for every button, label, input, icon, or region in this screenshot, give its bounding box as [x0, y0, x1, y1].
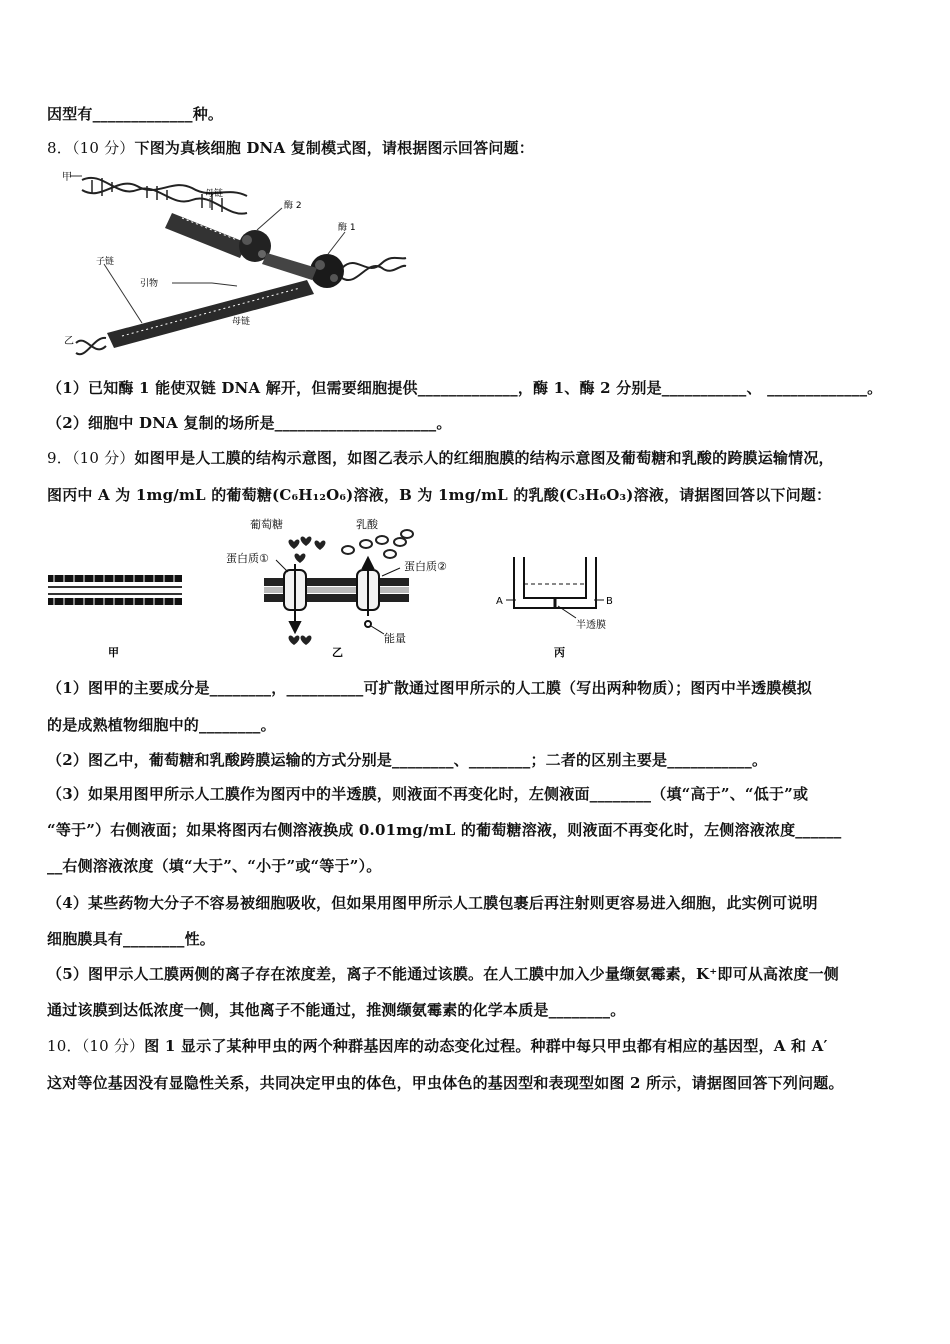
question-number: 10． — [47, 1037, 82, 1055]
upper-ladder — [165, 213, 247, 258]
label-parent-strand-bottom: 母链 — [232, 317, 251, 327]
question-number: 9． — [47, 449, 72, 467]
label-semipermeable-membrane: 半透膜 — [576, 620, 606, 631]
label-energy: 能量 — [384, 632, 406, 645]
question-9-part-4a: （4）某些药物大分子不容易被细胞吸收，但如果用图甲所示人工膜包裹后再注射则更容易进入细胞，此实例可说明 — [47, 894, 818, 912]
label-fig-jia: 甲 — [108, 646, 119, 659]
label-glucose: 葡萄糖 — [250, 518, 283, 531]
question-9-part-3b: “等于”）右侧液面；如果将图丙右侧溶液换成 0.01mg/mL 的葡萄糖溶液，则液面不再变化时，左侧溶液浓度______ — [47, 821, 842, 839]
label-solution-A: A — [496, 596, 503, 607]
question-10-stem-2: 这对等位基因没有显隐性关系，共同决定甲虫的体色，甲虫体色的基因型和表现型如图 2 所示，请据图回答下列问题。 — [47, 1074, 844, 1092]
right-helix — [342, 258, 406, 280]
middle-ladder — [262, 253, 317, 280]
question-8-part-2: （2）细胞中 DNA 复制的场所是_____________________。 — [47, 414, 452, 432]
question-score: （10 分） — [71, 139, 135, 157]
label-enzyme-2: 酶 2 — [284, 201, 302, 211]
label-primer: 引物 — [140, 279, 159, 289]
question-8-stem — [47, 138, 534, 158]
question-score: （10 分） — [71, 449, 135, 467]
label-parent-strand-top: 母链 — [205, 189, 224, 199]
question-text: 图 1 显示了某种甲虫的两个种群基因库的动态变化过程。种群中每只甲虫都有相应的基因型，A 和 A′ — [144, 1037, 828, 1055]
question-9-part-4b: 细胞膜具有________性。 — [47, 930, 216, 948]
lactic-acid-molecules-icon — [342, 530, 413, 558]
dna-replication-figure — [62, 168, 412, 363]
label-lactic-acid: 乳酸 — [356, 518, 378, 531]
answer-line-genotype: 因型有_____________种。 — [47, 105, 224, 123]
lower-helix — [76, 338, 106, 354]
question-text: 如图甲是人工膜的结构示意图，如图乙表示人的红细胞膜的结构示意图及葡萄糖和乳酸的跨膜运输情况， — [134, 449, 834, 467]
lower-ladder — [107, 280, 314, 348]
label-fig-bing: 丙 — [554, 646, 565, 659]
question-9-part-3c: __右侧溶液浓度（填“大于”、“小于”或“等于”）。 — [47, 857, 382, 875]
question-9-part-1b: 的是成熟植物细胞中的________。 — [47, 716, 276, 734]
question-9-part-3a: （3）如果用图甲所示人工膜作为图丙中的半透膜，则液面不再变化时，左侧液面________（填“高于”、“低于”或 — [47, 785, 809, 803]
question-9-part-5a: （5）图甲示人工膜两侧的离子存在浓度差，离子不能通过该膜。在人工膜中加入少量缬氨霉素，K⁺即可从高浓度一侧 — [47, 965, 839, 983]
u-tube-apparatus — [506, 557, 604, 618]
question-9-stem-2: 图丙中 A 为 1mg/mL 的葡萄糖(C₆H₁₂O₆)溶液，B 为 1mg/mL 的乳酸(C₃H₆O₃)溶液，请据图回答以下问题： — [47, 486, 832, 504]
artificial-membrane — [48, 575, 182, 605]
label-jia: 甲 — [62, 172, 72, 183]
question-8-part-1: （1）已知酶 1 能使双链 DNA 解开，但需要细胞提供_____________，酶 1、酶 2 分别是___________、 _____________。 — [47, 379, 883, 397]
label-yi: 乙 — [64, 336, 74, 347]
question-9-part-1a: （1）图甲的主要成分是________，__________可扩散通过图甲所示的人工膜（写出两种物质）；图丙中半透膜模拟 — [47, 679, 812, 697]
label-enzyme-1: 酶 1 — [338, 223, 356, 233]
question-score: （10 分） — [81, 1037, 145, 1055]
question-number: 8． — [47, 139, 72, 157]
label-daughter-strand: 子链 — [96, 257, 115, 267]
label-solution-B: B — [606, 596, 613, 607]
question-9-part-5b: 通过该膜到达低浓度一侧，其他离子不能通过，推测缬氨霉素的化学本质是________。 — [47, 1001, 626, 1019]
question-10-stem — [47, 1036, 828, 1056]
question-text: 下图为真核细胞 DNA 复制模式图，请根据图示回答问题： — [134, 139, 534, 157]
label-fig-yi: 乙 — [332, 646, 343, 659]
label-protein-2: 蛋白质② — [404, 560, 447, 573]
red-cell-membrane — [264, 530, 413, 645]
label-protein-1: 蛋白质① — [226, 552, 269, 565]
membrane-figures — [44, 512, 644, 662]
question-9-stem — [47, 448, 834, 468]
upper-rungs — [92, 178, 222, 212]
question-9-part-2: （2）图乙中，葡萄糖和乳酸跨膜运输的方式分别是________、________；二者的区别主要是___________。 — [47, 751, 768, 769]
